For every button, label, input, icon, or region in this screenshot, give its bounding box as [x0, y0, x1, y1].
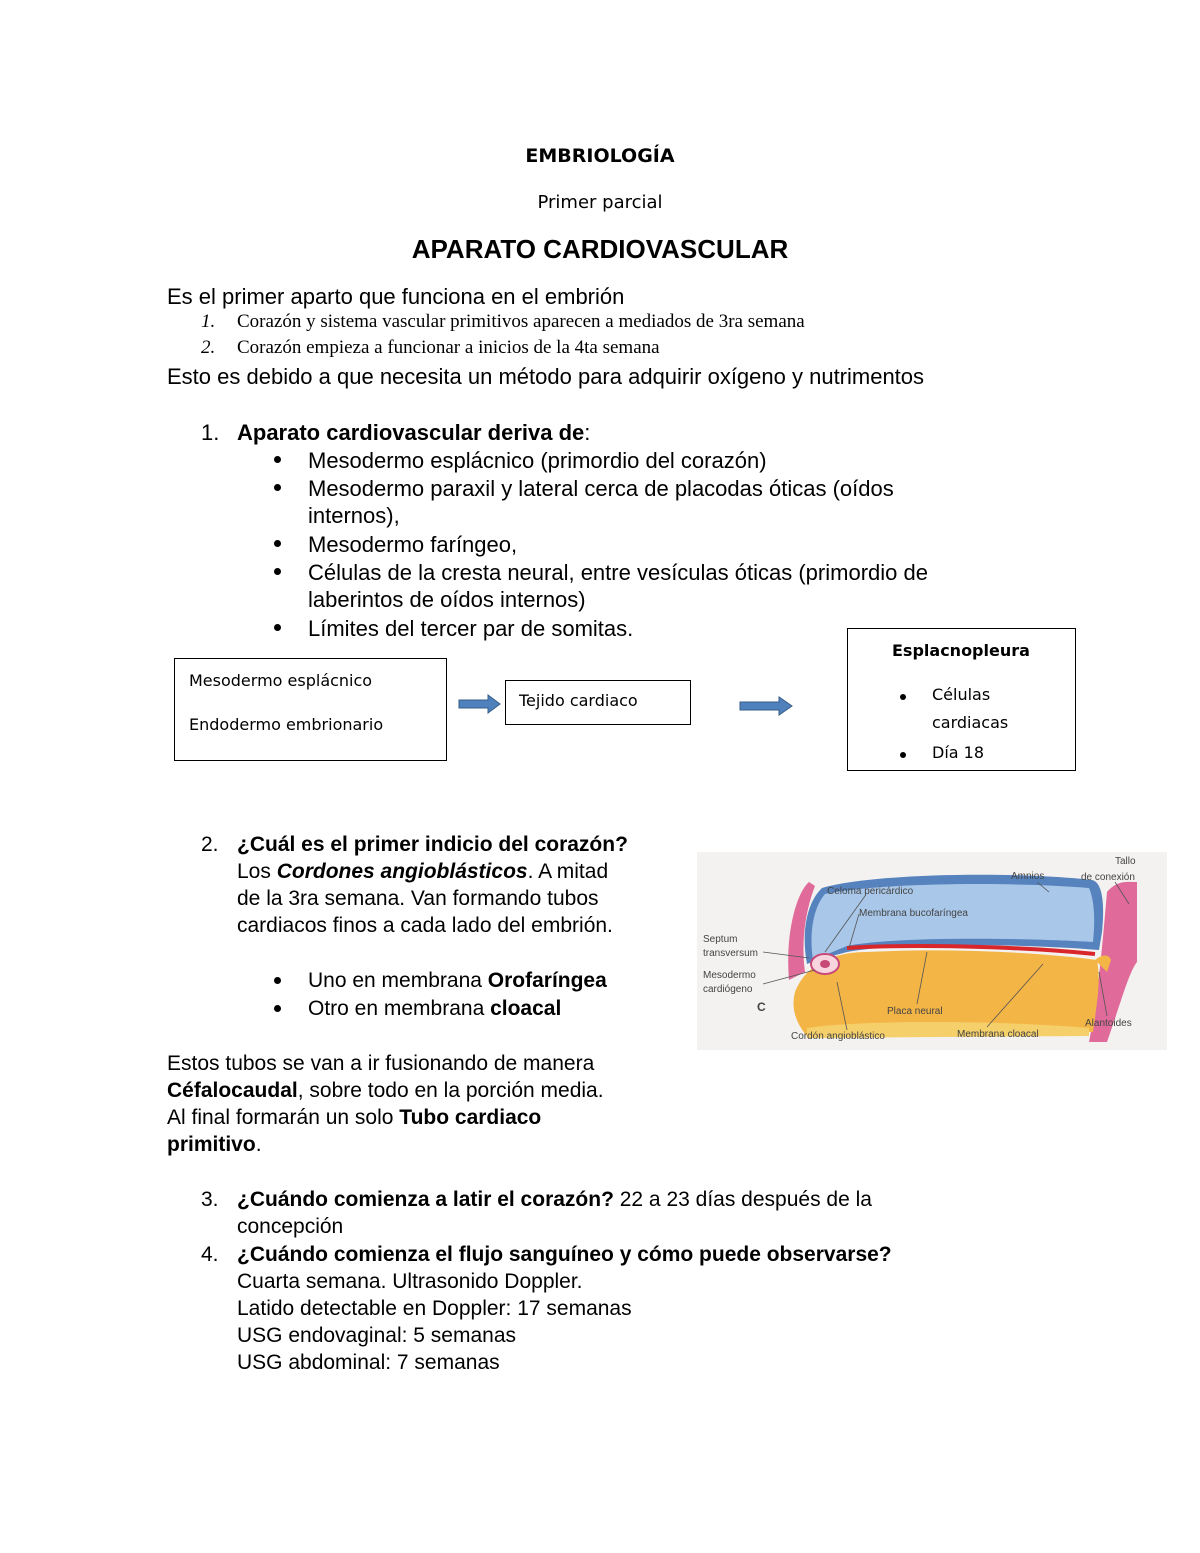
q2-text: , sobre todo en la porción media. — [297, 1079, 604, 1102]
figure-label-c: C — [757, 1000, 766, 1014]
bullet-icon — [274, 977, 281, 984]
document-subtitle: Primer parcial — [537, 192, 663, 213]
figure-label-membrana-cloacal: Membrana cloacal — [957, 1029, 1039, 1040]
q2-term: Orofaríngea — [487, 969, 607, 992]
q1-bullet-text: Mesodermo paraxil y lateral cerca de placodas óticas (oídos — [308, 476, 894, 501]
q3-answer: 22 a 23 días después de la — [613, 1188, 872, 1211]
q2-answer-line: de la 3ra semana. Van formando tubos — [237, 887, 599, 910]
embryo-cross-section-figure — [697, 852, 1167, 1050]
q1-title: Aparato cardiovascular deriva de — [237, 420, 585, 445]
flow-box-origin-line2: Endodermo embrionario — [189, 715, 384, 734]
right-arrow-icon — [739, 694, 795, 718]
figure-label-membrana-buco: Membrana bucofaríngea — [859, 908, 968, 919]
q2-number: 2. — [201, 833, 219, 856]
q4-question: ¿Cuándo comienza el flujo sanguíneo y cómo puede observarse? — [237, 1243, 892, 1266]
q1-number: 1. — [201, 420, 220, 445]
q2-term: Tubo cardiaco — [399, 1106, 542, 1129]
figure-label-tallo: de conexión — [1081, 872, 1135, 883]
flow-box-origin-line1: Mesodermo esplácnico — [189, 671, 373, 690]
document-title: EMBRIOLOGÍA — [525, 145, 675, 167]
q1-colon: : — [584, 420, 591, 445]
q1-heading — [237, 419, 590, 446]
q2-answer-line — [237, 859, 608, 885]
q2-answer-line: cardiacos finos a cada lado del embrión. — [237, 914, 613, 937]
bullet-icon — [274, 1005, 281, 1012]
q3-question: ¿Cuándo comienza a latir el corazón? — [237, 1188, 614, 1211]
bullet-icon — [274, 540, 281, 547]
figure-label-amnios: Amnios — [1011, 871, 1045, 882]
intro-item-text: Corazón empieza a funcionar a inicios de la 4ta semana — [237, 337, 660, 358]
figure-label-septum: Septum — [703, 934, 738, 945]
q3-line — [237, 1187, 872, 1213]
q2-paragraph-line: Estos tubos se van a ir fusionando de manera — [167, 1052, 595, 1075]
q2-term: cloacal — [490, 997, 562, 1020]
q4-answer-line: USG endovaginal: 5 semanas — [237, 1324, 516, 1347]
intro-reason: Esto es debido a que necesita un método para adquirir oxígeno y nutrimentos — [167, 364, 925, 389]
q2-bullet — [308, 996, 561, 1022]
right-arrow-icon — [458, 692, 502, 716]
bullet-icon — [900, 694, 906, 700]
q2-term: Céfalocaudal — [167, 1079, 298, 1102]
figure-label-tallo: Tallo — [1115, 856, 1136, 867]
q1-bullet-text: Mesodermo faríngeo, — [308, 532, 518, 557]
bullet-icon — [900, 752, 906, 758]
q4-answer-line: USG abdominal: 7 semanas — [237, 1351, 500, 1374]
q1-bullet-text: Mesodermo esplácnico (primordio del corazón) — [308, 448, 767, 473]
figure-label-septum: transversum — [703, 948, 759, 959]
q2-term: Cordones angioblásticos — [276, 860, 528, 883]
flow-box-result-item: Día 18 — [932, 743, 985, 762]
intro-line: Es el primer aparto que funciona en el embrión — [167, 284, 625, 309]
q2-text: Uno en membrana — [308, 969, 488, 992]
q4-number: 4. — [201, 1243, 219, 1266]
intro-item-num: 2. — [201, 337, 216, 358]
flow-box-tissue — [505, 680, 691, 725]
bullet-icon — [274, 568, 281, 575]
q3-answer-cont: concepción — [237, 1215, 344, 1238]
q3-number: 3. — [201, 1188, 219, 1211]
figure-label-placa: Placa neural — [887, 1006, 943, 1017]
flow-box-result — [847, 628, 1076, 771]
q1-bullet-text: Células de la cresta neural, entre vesículas óticas (primordio de — [308, 560, 928, 585]
bullet-icon — [274, 484, 281, 491]
flow-box-tissue-label: Tejido cardiaco — [519, 691, 638, 710]
q2-text: . A mitad — [527, 860, 609, 883]
figure-label-mesodermo: cardiógeno — [703, 984, 753, 995]
flow-box-result-title: Esplacnopleura — [892, 641, 1030, 660]
q4-answer-line: Latido detectable en Doppler: 17 semanas — [237, 1297, 632, 1320]
q2-question: ¿Cuál es el primer indicio del corazón? — [237, 833, 628, 856]
flow-box-result-item-cont: cardiacas — [932, 713, 1009, 732]
intro-item-text: Corazón y sistema vascular primitivos aparecen a mediados de 3ra semana — [237, 311, 805, 332]
q2-text: Al final formarán un solo — [167, 1106, 400, 1129]
q1-bullet-text-cont: laberintos de oídos internos) — [308, 587, 586, 612]
q2-paragraph-line — [167, 1078, 604, 1104]
bullet-icon — [274, 624, 281, 631]
q4-answer-line: Cuarta semana. Ultrasonido Doppler. — [237, 1270, 583, 1293]
q2-paragraph-line — [167, 1105, 541, 1131]
figure-label-cordon: Cordón angioblástico — [791, 1031, 885, 1042]
figure-label-mesodermo: Mesodermo — [703, 970, 756, 981]
intro-item-num: 1. — [201, 311, 216, 332]
q2-paragraph-line — [167, 1132, 262, 1158]
q2-text: . — [255, 1133, 262, 1156]
section-heading: APARATO CARDIOVASCULAR — [411, 234, 789, 264]
q2-text: Los — [237, 860, 277, 883]
flow-box-result-item: Células — [932, 685, 991, 704]
figure-label-alantoides: Alantoides — [1085, 1018, 1132, 1029]
q2-bullet — [308, 968, 607, 994]
q1-bullet-text: Límites del tercer par de somitas. — [308, 616, 634, 641]
q1-bullet-text-cont: internos), — [308, 503, 400, 528]
figure-label-celoma: Celoma pericárdico — [827, 886, 914, 897]
q2-text: Otro en membrana — [308, 997, 491, 1020]
q2-term: primitivo — [167, 1133, 256, 1156]
bullet-icon — [274, 456, 281, 463]
flow-box-origin — [174, 658, 447, 761]
